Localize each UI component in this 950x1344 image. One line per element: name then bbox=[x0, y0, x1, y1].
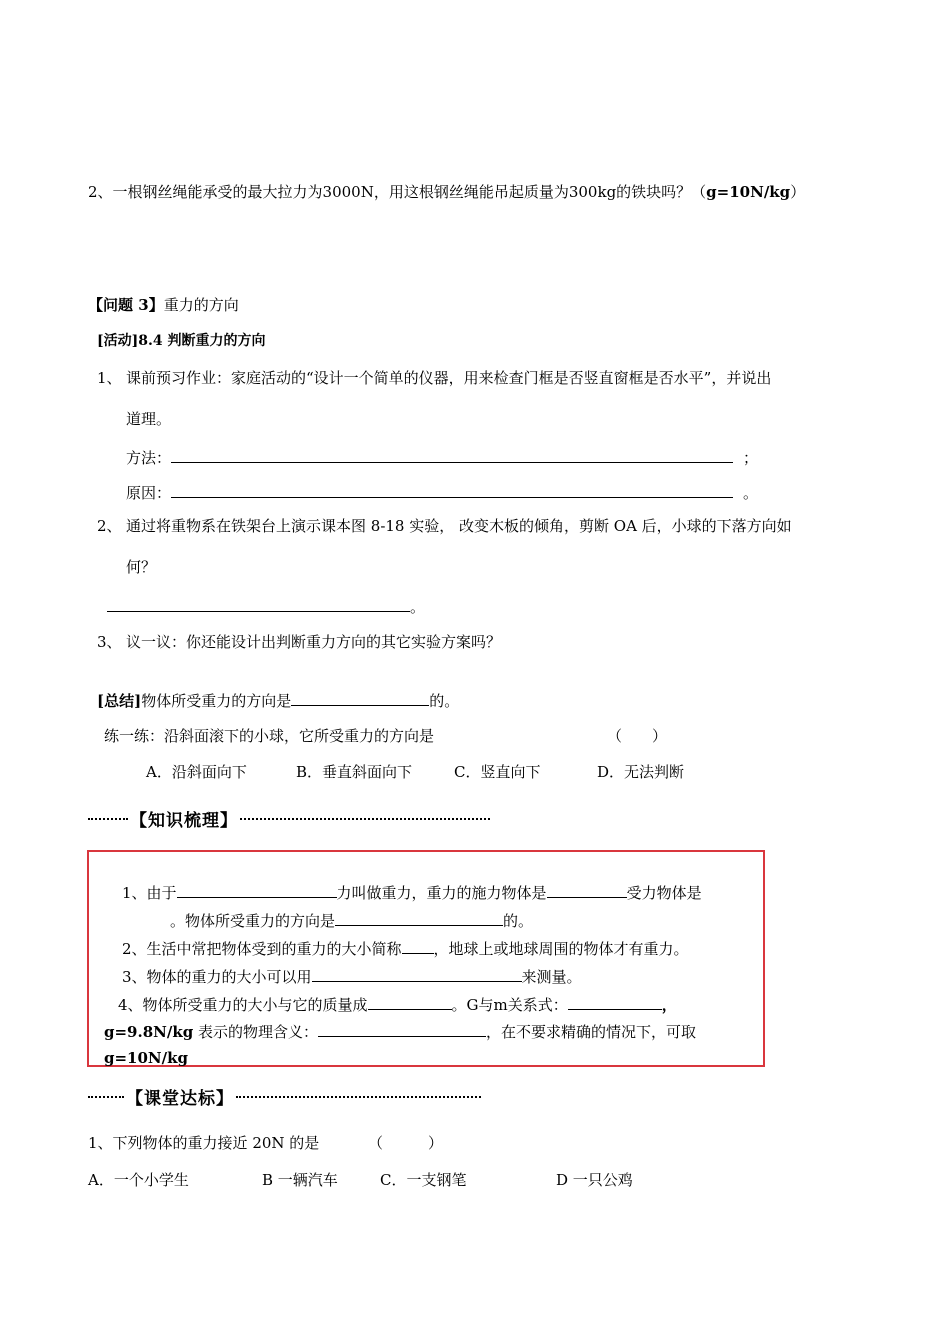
item-3-number: 3、 bbox=[97, 633, 122, 651]
activity-heading bbox=[97, 333, 265, 350]
knowledge-text: 1、由于 bbox=[122, 884, 177, 902]
activity-title: 8.4 判断重力的方向 bbox=[138, 333, 266, 349]
item-1-line-1: 课前预习作业：家庭活动的“设计一个简单的仪器，用来检查门框是否竖直窗框是否水平”，并说出 bbox=[126, 369, 772, 387]
knowledge-blank-2[interactable] bbox=[547, 882, 627, 898]
test-option-b[interactable]: B 一辆汽车 bbox=[262, 1171, 338, 1189]
knowledge-banner-title: 【知识梳理】 bbox=[130, 811, 238, 831]
knowledge-line-4 bbox=[122, 966, 582, 986]
item-3-text: 议一议：你还能设计出判断重力方向的其它实验方案吗？ bbox=[126, 633, 502, 651]
gravity-constant-value: g=9.8N/kg bbox=[104, 1023, 194, 1041]
problem-3-heading bbox=[88, 296, 239, 314]
method-label: 方法： bbox=[126, 449, 172, 467]
knowledge-line-3 bbox=[122, 938, 689, 958]
summary-text: 物体所受重力的方向是 bbox=[141, 692, 292, 710]
item-2-answer-blank[interactable] bbox=[107, 596, 410, 612]
problem-3-bracket-open: 【 bbox=[88, 296, 104, 314]
item-1-line-2: 道理。 bbox=[126, 410, 172, 428]
problem-3-title: 重力的方向 bbox=[163, 296, 239, 314]
test-option-d[interactable]: D 一只公鸡 bbox=[556, 1171, 633, 1189]
summary-label: [总结] bbox=[97, 692, 142, 710]
test-option-a[interactable]: A．一个小学生 bbox=[88, 1171, 189, 1189]
gravity-constant: g=10N/kg bbox=[706, 183, 791, 201]
knowledge-blank-3[interactable] bbox=[335, 910, 503, 926]
method-blank[interactable] bbox=[171, 447, 733, 463]
test-question-1: 1、下列物体的重力接近 20N 的是 bbox=[88, 1134, 320, 1152]
knowledge-text: ， bbox=[661, 996, 677, 1014]
class-banner-title: 【课堂达标】 bbox=[126, 1089, 234, 1109]
practice-option-a[interactable]: A．沿斜面向下 bbox=[146, 763, 247, 781]
knowledge-blank-1[interactable] bbox=[177, 882, 337, 898]
knowledge-line-5 bbox=[118, 994, 677, 1014]
practice-option-c[interactable]: C．竖直向下 bbox=[454, 763, 541, 781]
banner-dots-left bbox=[88, 818, 128, 820]
knowledge-text: 2、生活中常把物体受到的重力的大小简称 bbox=[122, 940, 402, 958]
knowledge-text: ，在不要求精确的情况下，可取 bbox=[486, 1023, 697, 1041]
knowledge-text: 表示的物理含义： bbox=[193, 1023, 319, 1041]
reason-end: 。 bbox=[743, 484, 759, 502]
item-2-number: 2、 bbox=[97, 517, 122, 535]
knowledge-blank-4[interactable] bbox=[402, 938, 434, 954]
knowledge-text: 受力物体是 bbox=[626, 884, 702, 902]
problem-3-label: 问题 3 bbox=[103, 296, 149, 314]
practice-option-d[interactable]: D．无法判断 bbox=[597, 763, 685, 781]
knowledge-text: 。G与m关系式： bbox=[451, 996, 568, 1014]
knowledge-text: 4、物体所受重力的大小与它的质量成 bbox=[118, 996, 368, 1014]
banner-dots-left bbox=[88, 1096, 124, 1098]
reason-row bbox=[126, 482, 758, 502]
class-banner bbox=[88, 1084, 481, 1109]
knowledge-blank-5[interactable] bbox=[312, 966, 522, 982]
knowledge-text: 来测量。 bbox=[521, 968, 582, 986]
knowledge-text: 的。 bbox=[503, 912, 534, 930]
item-2-answer-row bbox=[107, 596, 425, 616]
summary-end: 的。 bbox=[429, 692, 460, 710]
summary-blank[interactable] bbox=[291, 690, 429, 706]
question-2-text: 2、一根钢丝绳能承受的最大拉力为3000N，用这根钢丝绳能吊起质量为300kg的铁块吗？（ bbox=[88, 183, 707, 201]
reason-label: 原因： bbox=[126, 484, 172, 502]
test-option-c[interactable]: C．一支钢笔 bbox=[380, 1171, 467, 1189]
banner-dots-right bbox=[236, 1096, 481, 1098]
knowledge-line-2 bbox=[170, 910, 533, 930]
practice-option-b[interactable]: B．垂直斜面向下 bbox=[296, 763, 413, 781]
knowledge-line-6 bbox=[104, 1021, 696, 1041]
method-end: ； bbox=[743, 449, 759, 467]
problem-3-bracket-close: 】 bbox=[148, 296, 164, 314]
item-2-line-2: 何？ bbox=[126, 558, 157, 576]
knowledge-banner bbox=[88, 806, 490, 831]
knowledge-line-7: g=10N/kg bbox=[104, 1049, 189, 1067]
practice-question: 练一练：沿斜面滚下的小球，它所受重力的方向是 bbox=[104, 727, 435, 745]
knowledge-blank-6[interactable] bbox=[368, 994, 452, 1010]
knowledge-text: ，地球上或地球周围的物体才有重力。 bbox=[433, 940, 689, 958]
test-answer-paren: （ ） bbox=[368, 1134, 444, 1152]
summary-row bbox=[97, 690, 459, 710]
item-2-answer-end: 。 bbox=[410, 598, 426, 616]
knowledge-line-1 bbox=[122, 882, 702, 902]
method-row bbox=[126, 447, 758, 467]
question-2 bbox=[88, 183, 805, 201]
banner-dots-right bbox=[240, 818, 490, 820]
activity-label: [活动] bbox=[97, 333, 139, 349]
practice-answer-paren: （ ） bbox=[607, 727, 668, 745]
knowledge-blank-8[interactable] bbox=[318, 1021, 486, 1037]
knowledge-text: 。物体所受重力的方向是 bbox=[170, 912, 336, 930]
knowledge-text: 力叫做重力，重力的施力物体是 bbox=[336, 884, 547, 902]
question-2-close: ） bbox=[790, 183, 806, 201]
item-1-number: 1、 bbox=[97, 369, 122, 387]
item-2-line-1: 通过将重物系在铁架台上演示课本图 8-18 实验， 改变木板的倾角，剪断 OA 后，小球的下落方向如 bbox=[126, 517, 792, 535]
knowledge-blank-7[interactable] bbox=[568, 994, 662, 1010]
knowledge-text: 3、物体的重力的大小可以用 bbox=[122, 968, 312, 986]
reason-blank[interactable] bbox=[171, 482, 733, 498]
